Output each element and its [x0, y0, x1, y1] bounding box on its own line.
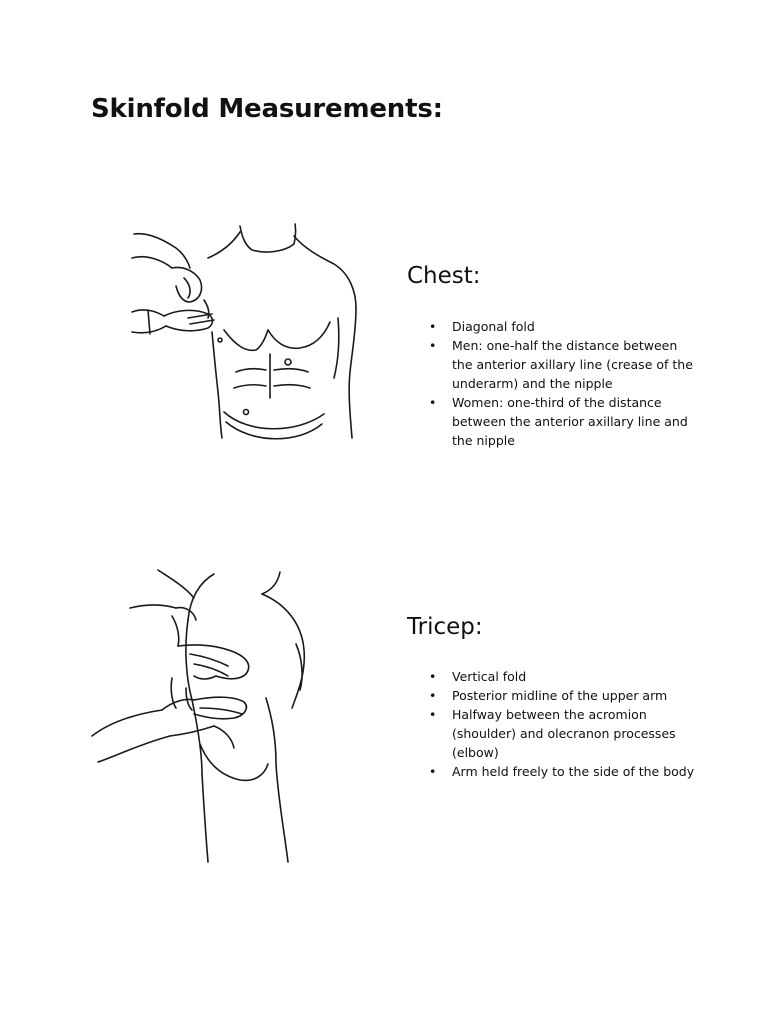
chest-heading: Chest: — [407, 263, 481, 289]
list-item: • Men: one-half the distance between the anterior axillary line (crease of the underarm) and the nipple — [428, 336, 698, 393]
list-item: • Vertical fold — [428, 667, 698, 686]
chest-bullet-list — [428, 317, 698, 450]
chest-skinfold-illustration — [128, 222, 360, 444]
list-item: • Halfway between the acromion (shoulder) and olecranon processes (elbow) — [428, 705, 698, 762]
list-item: • Women: one-third of the distance between the anterior axillary line and the nipple — [428, 393, 698, 450]
tricep-heading: Tricep: — [407, 614, 483, 640]
list-item: • Posterior midline of the upper arm — [428, 686, 698, 705]
tricep-skinfold-illustration — [90, 568, 334, 866]
list-item: • Diagonal fold — [428, 317, 698, 336]
page-title: Skinfold Measurements: — [91, 94, 443, 124]
tricep-bullet-list — [428, 667, 698, 781]
list-item: • Arm held freely to the side of the body — [428, 762, 698, 781]
